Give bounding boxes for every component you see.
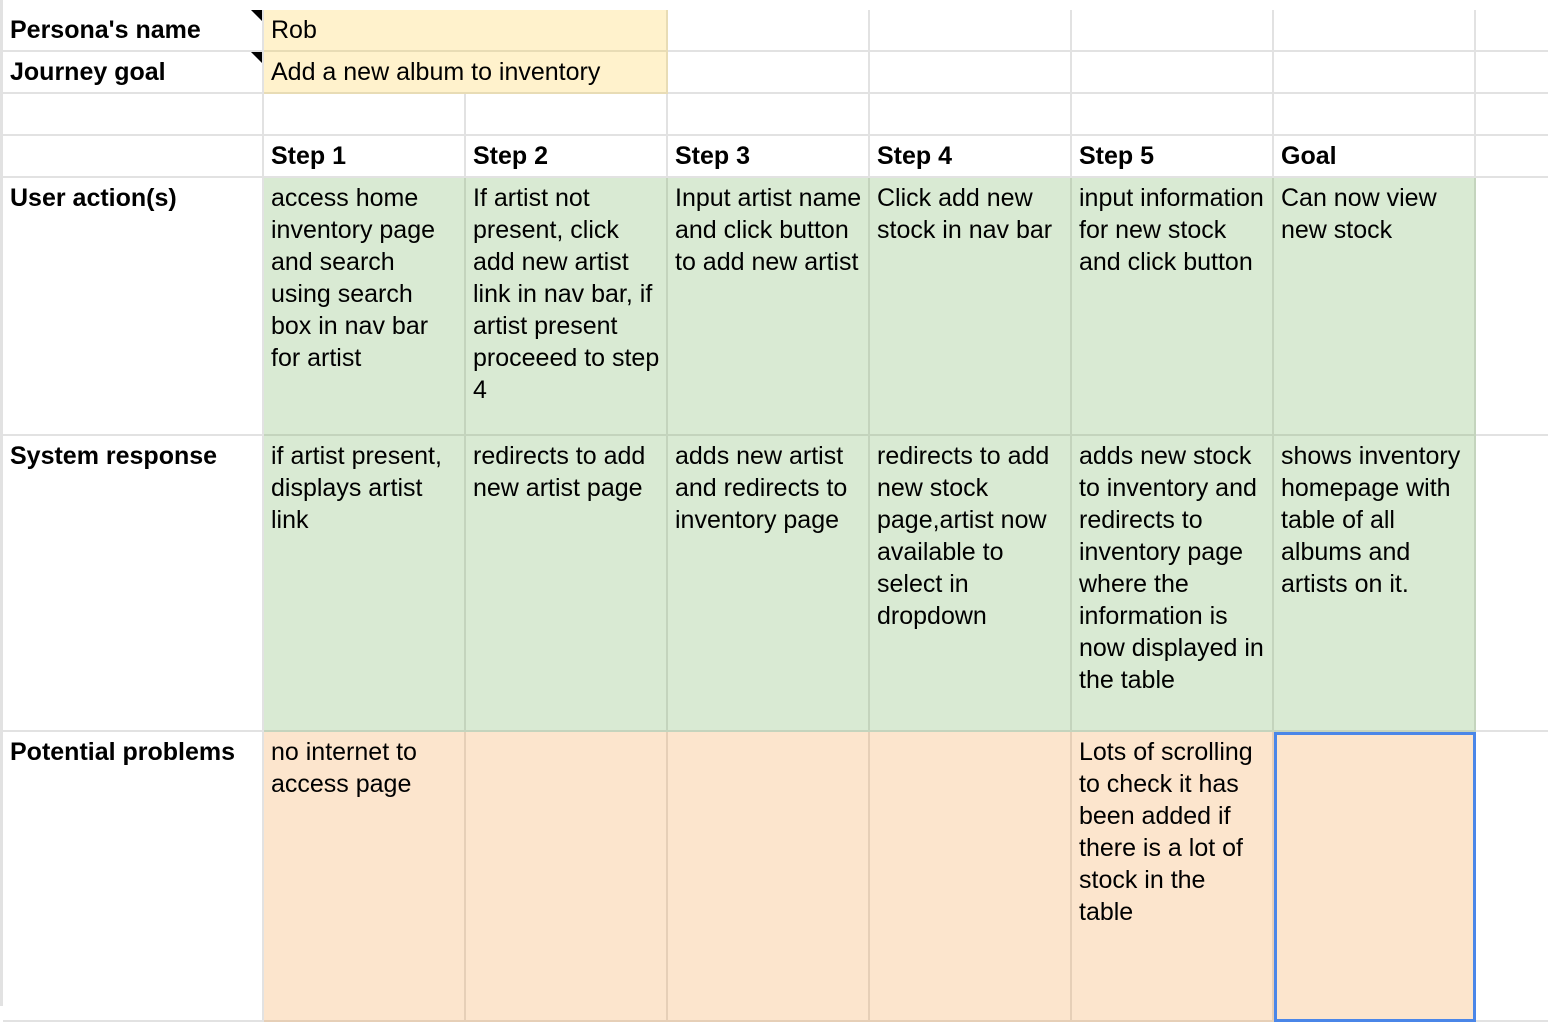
- step-header-5[interactable]: Step 5: [1072, 136, 1274, 178]
- persona-label-cell[interactable]: Persona's name: [3, 10, 264, 52]
- empty-cell[interactable]: [1476, 178, 1548, 436]
- empty-cell[interactable]: [668, 52, 870, 94]
- step-header-4[interactable]: Step 4: [870, 136, 1072, 178]
- step-header-2[interactable]: Step 2: [466, 136, 668, 178]
- empty-cell[interactable]: [1476, 732, 1548, 1022]
- empty-cell[interactable]: [264, 94, 466, 136]
- empty-cell[interactable]: [1274, 52, 1476, 94]
- empty-cell[interactable]: [870, 94, 1072, 136]
- empty-cell[interactable]: [1476, 94, 1548, 136]
- empty-cell[interactable]: [870, 10, 1072, 52]
- persona-value-cell[interactable]: Rob: [264, 10, 668, 52]
- system-response-label[interactable]: System response: [3, 436, 264, 732]
- journey-value-cell[interactable]: Add a new album to inventory: [264, 52, 668, 94]
- step-header-3[interactable]: Step 3: [668, 136, 870, 178]
- empty-cell[interactable]: [1072, 52, 1274, 94]
- potential-problem-cell[interactable]: no internet to access page: [264, 732, 466, 1022]
- empty-cell[interactable]: [1476, 10, 1548, 52]
- user-action-cell[interactable]: input information for new stock and click button: [1072, 178, 1274, 436]
- empty-cell[interactable]: [668, 94, 870, 136]
- potential-problem-cell[interactable]: [466, 732, 668, 1022]
- empty-cell[interactable]: [1072, 94, 1274, 136]
- step-header-1[interactable]: Step 1: [264, 136, 466, 178]
- potential-problems-label[interactable]: Potential problems: [3, 732, 264, 1022]
- selected-cell[interactable]: [1274, 732, 1476, 1022]
- goal-header[interactable]: Goal: [1274, 136, 1476, 178]
- empty-cell[interactable]: [1476, 436, 1548, 732]
- empty-cell[interactable]: [870, 52, 1072, 94]
- user-action-cell[interactable]: If artist not present, click add new artist link in nav bar, if artist present proceeed to step 4: [466, 178, 668, 436]
- user-actions-label[interactable]: User action(s): [3, 178, 264, 436]
- system-response-cell[interactable]: adds new stock to inventory and redirects to inventory page where the information is now displayed in the table: [1072, 436, 1274, 732]
- system-response-cell[interactable]: if artist present, displays artist link: [264, 436, 466, 732]
- potential-problem-cell[interactable]: [870, 732, 1072, 1022]
- empty-cell[interactable]: [1476, 52, 1548, 94]
- journey-label-cell[interactable]: Journey goal: [3, 52, 264, 94]
- empty-cell[interactable]: [668, 10, 870, 52]
- empty-cell[interactable]: [1274, 94, 1476, 136]
- empty-cell[interactable]: [1476, 136, 1548, 178]
- user-action-cell[interactable]: access home inventory page and search using search box in nav bar for artist: [264, 178, 466, 436]
- empty-cell[interactable]: [3, 94, 264, 136]
- system-response-cell[interactable]: adds new artist and redirects to inventory page: [668, 436, 870, 732]
- user-action-cell[interactable]: Click add new stock in nav bar: [870, 178, 1072, 436]
- user-action-cell[interactable]: Can now view new stock: [1274, 178, 1476, 436]
- user-action-cell[interactable]: Input artist name and click button to add new artist: [668, 178, 870, 436]
- potential-problem-cell[interactable]: [668, 732, 870, 1022]
- empty-cell[interactable]: [3, 136, 264, 178]
- potential-problem-cell[interactable]: Lots of scrolling to check it has been added if there is a lot of stock in the table: [1072, 732, 1274, 1022]
- grid-left-border: [0, 0, 3, 1006]
- system-response-cell[interactable]: redirects to add new stock page,artist now available to select in dropdown: [870, 436, 1072, 732]
- system-response-cell[interactable]: redirects to add new artist page: [466, 436, 668, 732]
- empty-cell[interactable]: [1274, 10, 1476, 52]
- empty-cell[interactable]: [1072, 10, 1274, 52]
- empty-cell[interactable]: [466, 94, 668, 136]
- system-response-cell[interactable]: shows inventory homepage with table of all albums and artists on it.: [1274, 436, 1476, 732]
